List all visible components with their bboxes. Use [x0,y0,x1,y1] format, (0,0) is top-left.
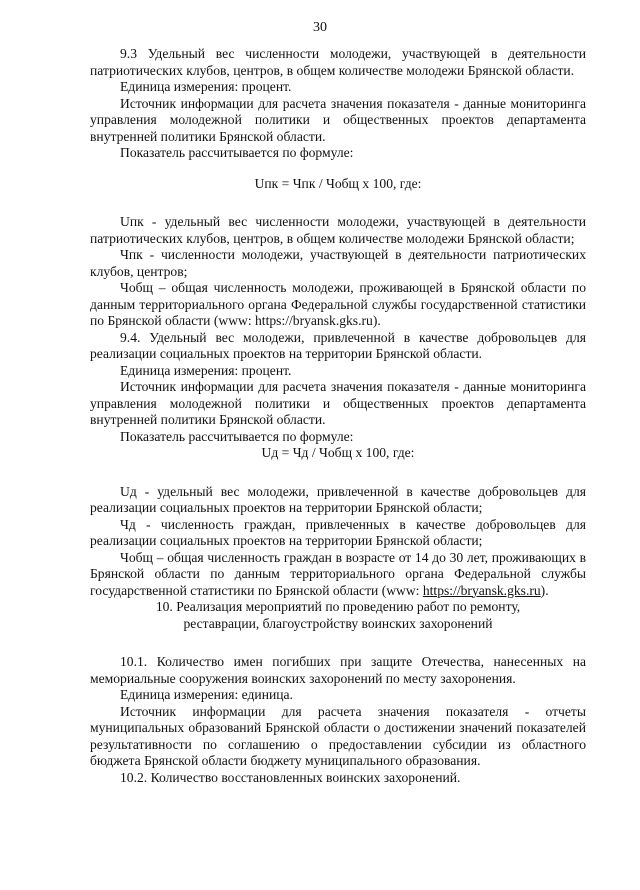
indicator-9-3-definition-2: Чпк - численности молодежи, участвующей в деятельности патриотических клубов, центров; [90,247,586,279]
indicator-9-3-title: 9.3 Удельный вес численности молодежи, участвующей в деятельности патриотических клубов, центров, в общем количестве молодежи Брянской области. [90,46,586,78]
indicator-9-3-formula: Uпк = Чпк / Чобщ x 100, где: [254,175,422,191]
indicator-10-2-title: 10.2. Количество восстановленных воинских захоронений. [120,769,461,785]
indicator-9-4-formula-intro: Показатель рассчитывается по формуле: [120,428,354,444]
document-body [90,46,586,786]
indicator-9-3-definition-3: Чобщ – общая численность молодежи, проживающей в Брянской области по данным территориального органа Федеральной службы государственной статистики по Брянской области (www: https://bryansk.gks.ru). [90,280,586,328]
indicator-9-4-source: Источник информации для расчета значения показателя - данные мониторинга управления молодежной политики и общественных проектов департамента внутренней политики Брянской области. [90,379,586,427]
indicator-9-3-source: Источник информации для расчета значения показателя - данные мониторинга управления молодежной политики и общественных проектов департамента внутренней политики Брянской области. [90,95,586,144]
indicator-9-3-unit: Единица измерения: процент. [120,79,292,94]
indicator-9-4-formula: Uд = Чд / Чобщ x 100, где: [261,445,415,460]
indicator-9-3-formula-intro: Показатель рассчитывается по формуле: [120,145,354,160]
page-number: 30 [313,20,327,35]
indicator-9-4-unit: Единица измерения: процент. [120,362,292,378]
indicator-10-1-title: 10.1. Количество имен погибших при защите Отечества, нанесенных на мемориальные сооружения воинских захоронений по месту захоронения. [90,654,586,686]
indicator-9-3-definition-1: Uпк - удельный вес численности молодежи, участвующей в деятельности патриотических клубов, центров, в общем количестве молодежи Брянской области; [90,214,586,246]
indicator-9-4-definition-1: Uд - удельный вес молодежи, привлеченной в качестве добровольцев для реализации социальных проектов на территории Брянской области; [90,483,586,515]
section-10-heading-line-2: реставрации, благоустройству воинских захоронений [183,615,493,631]
definition-3-end: ). [540,582,549,598]
section-10-heading-line-1: 10. Реализация мероприятий по проведению работ по ремонту, [155,599,521,614]
definition-3-text: Чобщ – общая численность граждан в возрасте от 14 до 30 лет, проживающих в Брянской области по данным территориального органа Федеральной службы государственной статистики по Брянской области (www: [90,549,586,598]
indicator-10-1-source: Источник информации для расчета значения показателя - отчеты муниципальных образований Брянской области о достижении значений показателей результативности по соглашению о предоставлении субсидии из областного бюджета Брянской области бюджету муниципального образования. [90,703,586,768]
indicator-10-1-unit: Единица измерения: единица. [120,687,293,702]
indicator-9-4-definition-2: Чд - численность граждан, привлеченных в качестве добровольцев для реализации социальных проектов на территории Брянской области; [90,516,586,548]
rosstat-link[interactable]: https://bryansk.gks.ru [422,582,541,598]
indicator-9-4-title: 9.4. Удельный вес молодежи, привлеченной в качестве добровольцев для реализации социальных проектов на территории Брянской области. [90,329,586,361]
indicator-9-4-definition-3 [90,550,586,600]
